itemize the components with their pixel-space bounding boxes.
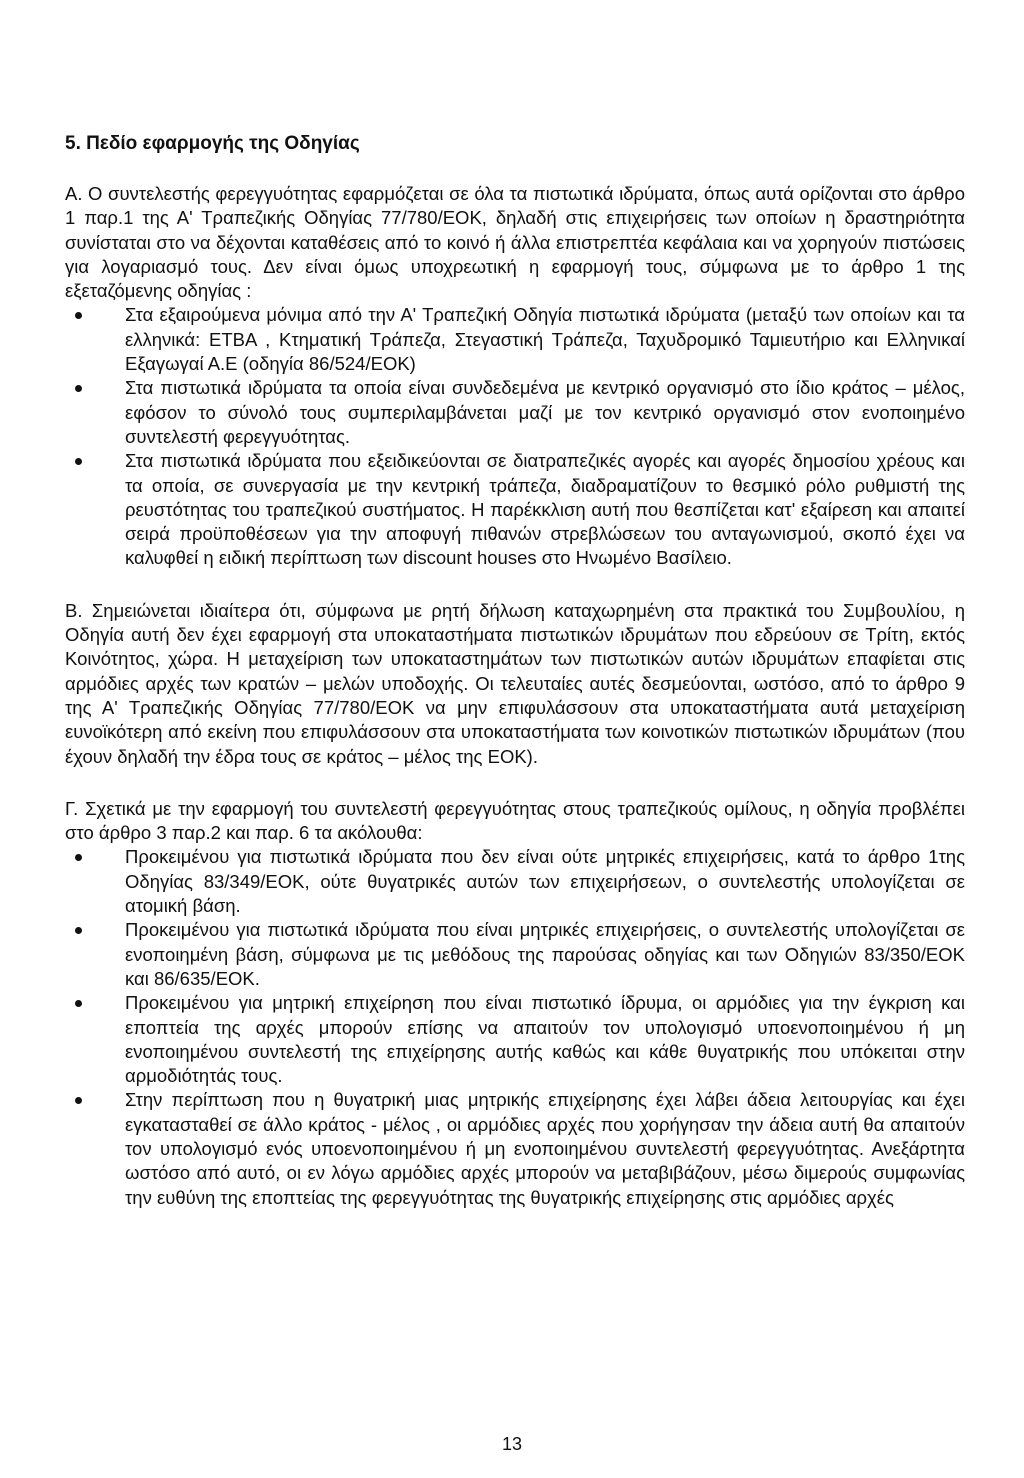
list-item-text: Στα πιστωτικά ιδρύματα που εξειδικεύονται σε διατραπεζικές αγορές και αγορές δημοσίου χρέους και τα οποία, σε συνεργασία με την κεντρική τράπεζα, διαδραματίζουν το θεσμικό ρόλο ρυθμιστή της ρευστότητας του τραπεζικού συστήματος. Η παρέκκλιση αυτή που θεσπίζεται κατ' εξαίρεση και απαιτεί σειρά προϋποθέσεων για την αποφυγή πιθανών στρεβλώσεων του ανταγωνισμού, σκοπό έχει να καλυφθεί η ειδική περίπτωση των discount houses στο Ηνωμένο Βασίλειο. (125, 450, 965, 569)
bullet-icon (75, 1000, 82, 1007)
list-item-text: Προκειμένου για μητρική επιχείρηση που είναι πιστωτικό ίδρυμα, οι αρμόδιες για την έγκριση και εποπτεία της αρχές μπορούν επίσης να απαιτούν τον υπολογισμό υποενοποιημένου ή μη ενοποιημένου συντελεστή της επιχείρησης αυτής καθώς και κάθε θυγατρικής που υπόκειται στην αρμοδιότητάς τους. (125, 992, 965, 1087)
paragraph-gap (65, 769, 965, 797)
bullet-icon (75, 458, 82, 465)
list-item (65, 991, 965, 1088)
bullet-icon (75, 854, 82, 861)
section-a-list (65, 303, 965, 570)
section-b-paragraph: Β. Σημειώνεται ιδιαίτερα ότι, σύμφωνα με ρητή δήλωση καταχωρημένη στα πρακτικά του Συμβουλίου, η Οδηγία αυτή δεν έχει εφαρμογή στα υποκαταστήματα πιστωτικών ιδρυμάτων που εδρεύουν σε Τρίτη, εκτός Κοινότητος, χώρα. Η μεταχείριση των υποκαταστημάτων των πιστωτικών αυτών ιδρυμάτων επαφίεται στις αρμόδιες αρχές των κρατών – μελών υποδοχής. Οι τελευταίες αυτές δεσμεύονται, ωστόσο, από το άρθρο 9 της Α' Τραπεζικής Οδηγίας 77/780/ΕΟΚ να μην επιφυλάσσουν στα υποκαταστήματα αυτά μεταχείριση ευνοϊκότερη από εκείνη που επιφυλάσσουν στα υποκαταστήματα των κοινοτικών πιστωτικών ιδρυμάτων (που έχουν δηλαδή την έδρα τους σε κράτος – μέλος της ΕΟΚ). (65, 599, 965, 767)
list-item (65, 376, 965, 449)
list-item-text: Προκειμένου για πιστωτικά ιδρύματα που δεν είναι ούτε μητρικές επιχειρήσεις, κατά το άρθρο 1της Οδηγίας 83/349/ΕΟΚ, ούτε θυγατρικές αυτών των επιχειρήσεων, ο συντελεστής υπολογίζεται σε ατομική βάση. (125, 846, 965, 917)
list-item (65, 449, 965, 570)
bullet-icon (75, 1097, 82, 1104)
section-c-intro: Γ. Σχετικά με την εφαρμογή του συντελεστή φερεγγυότητας στους τραπεζικούς ομίλους, η οδηγία προβλέπει στο άρθρο 3 παρ.2 και παρ. 6 τα ακόλουθα: (65, 797, 965, 844)
section-a-intro: Α. Ο συντελεστής φερεγγυότητας εφαρμόζεται σε όλα τα πιστωτικά ιδρύματα, όπως αυτά ορίζονται στο άρθρο 1 παρ.1 της Α' Τραπεζικής Οδηγίας 77/780/ΕΟΚ, δηλαδή στις επιχειρήσεις των οποίων η δραστηριότητα συνίσταται στο να δέχονται καταθέσεις από το κοινό ή άλλα επιστρεπτέα κεφάλαια και να χορηγούν πιστώσεις για λογαριασμό τους. Δεν είναι όμως υποχρεωτική η εφαρμογή τους, σύμφωνα με το άρθρο 1 της εξεταζόμενης οδηγίας : (65, 183, 965, 302)
list-item (65, 918, 965, 991)
list-item-text: Στην περίπτωση που η θυγατρική μιας μητρικής επιχείρησης έχει λάβει άδεια λειτουργίας και έχει εγκατασταθεί σε άλλο κράτος - μέλος , οι αρμόδιες αρχές που χορήγησαν την άδεια αυτή θα απαιτούν τον υπολογισμό ενός υποενοποιημένου ή μη ενοποιημένου συντελεστή φερεγγυότητας. Ανεξάρτητα ωστόσο από αυτό, οι εν λόγω αρμόδιες αρχές μπορούν να μεταβιβάζουν, μέσω διμερούς συμφωνίας την ευθύνη της εποπτείας της φερεγγυότητας της θυγατρικής επιχείρησης στις αρμόδιες αρχές (125, 1089, 965, 1208)
bullet-icon (75, 312, 82, 319)
list-item (65, 845, 965, 918)
bullet-icon (75, 385, 82, 392)
list-item (65, 303, 965, 376)
bullet-icon (75, 927, 82, 934)
list-item-text: Στα εξαιρούμενα μόνιμα από την Α' Τραπεζική Οδηγία πιστωτικά ιδρύματα (μεταξύ των οποίων και τα ελληνικά: ΕΤΒΑ , Κτηματική Τράπεζα, Στεγαστική Τράπεζα, Ταχυδρομικό Ταμιευτήριο και Ελληνικαί Εξαγωγαί Α.Ε (οδηγία 86/524/ΕΟΚ) (125, 304, 965, 375)
paragraph-gap (65, 571, 965, 599)
list-item-text: Στα πιστωτικά ιδρύματα τα οποία είναι συνδεδεμένα με κεντρικό οργανισμό στο ίδιο κράτος – μέλος, εφόσον το σύνολό τους συμπεριλαμβάνεται μαζί με τον κεντρικό οργανισμό στον ενοποιημένο συντελεστή φερεγγυότητας. (125, 377, 965, 447)
section-heading: 5. Πεδίο εφαρμογής της Οδηγίας (65, 133, 360, 154)
list-item-text: Προκειμένου για πιστωτικά ιδρύματα που είναι μητρικές επιχειρήσεις, ο συντελεστής υπολογίζεται σε ενοποιημένη βάση, σύμφωνα με τις μεθόδους της παρούσας οδηγίας και των Οδηγιών 83/350/ΕΟΚ και 86/635/ΕΟΚ. (125, 919, 965, 989)
section-c-list (65, 845, 965, 1209)
page-number: 13 (501, 1434, 523, 1454)
list-item (65, 1088, 965, 1209)
document-page (65, 132, 965, 1210)
